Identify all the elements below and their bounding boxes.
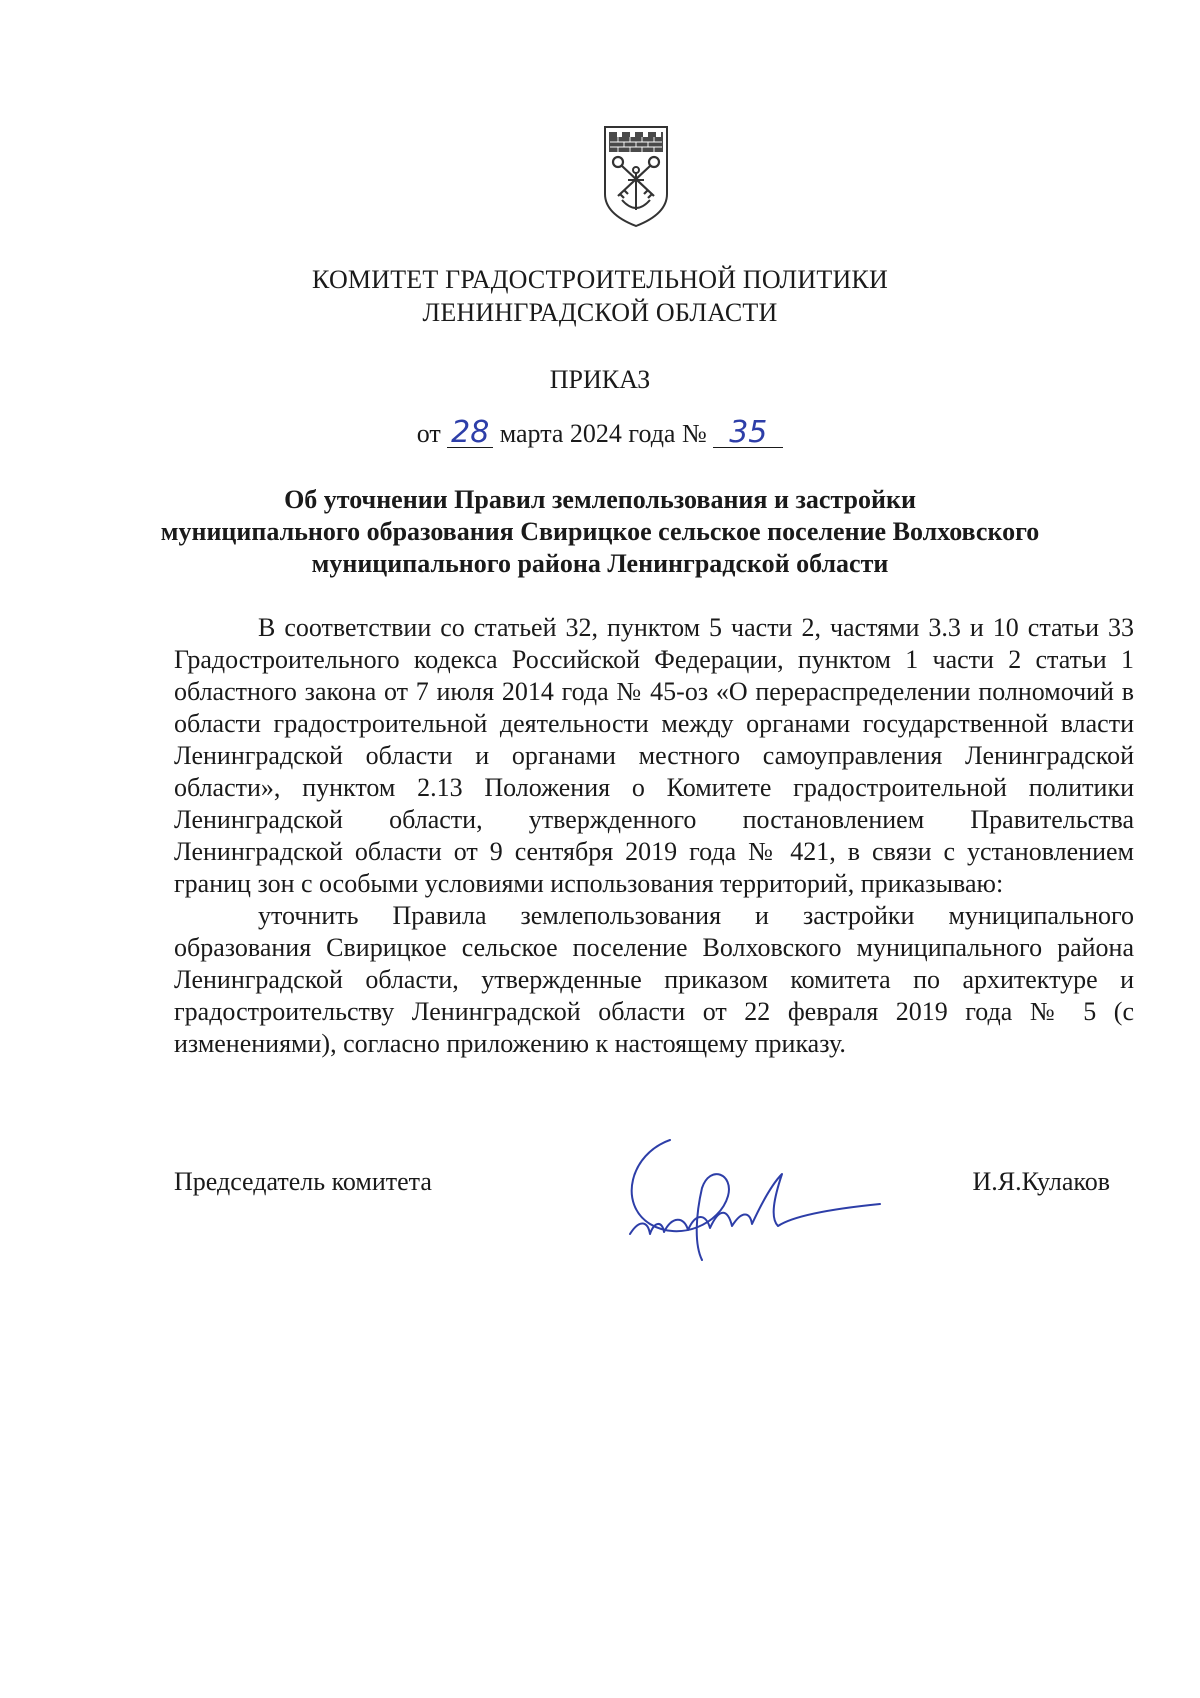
body-paragraph-2: уточнить Правила землепользования и застройки муниципального образования Свирицкое сельское поселение Волховского муниципального района Ленинградской области, утвержденные приказом комитета по архитектуре и градостроительству Ленинградской области от 22 февраля 2019 года № 5 (с изменениями), согласно приложению к настоящему приказу.: [174, 901, 1134, 1058]
handwritten-day: 28: [447, 419, 493, 448]
organization-name-line-1: КОМИТЕТ ГРАДОСТРОИТЕЛЬНОЙ ПОЛИТИКИ: [312, 265, 888, 294]
body-paragraph-1: В соответствии со статьей 32, пунктом 5 части 2, частями 3.3 и 10 статьи 33 Градостроительного кодекса Российской Федерации, пунктом 1 части 2 статьи 1 областного закона от 7 июля 2014 года № 45-оз «О перераспределении полномочий в области градостроительной деятельности между органами государственной власти Ленинградской области и органами местного самоуправления Ленинградской области», пунктом 2.13 Положения о Комитете градостроительной политики Ленинградской области, утвержденного постановлением Правительства Ленинградской области от 9 сентября 2019 года № 421, в связи с установлением границ зон с особыми условиями использования территорий, приказываю:: [174, 613, 1134, 898]
title-line-3: муниципального района Ленинградской области: [311, 549, 889, 578]
handwritten-signature: [610, 1114, 890, 1264]
order-date-line: [0, 415, 1200, 450]
document-title: [0, 484, 1200, 580]
organization-name-line-2: ЛЕНИНГРАДСКОЙ ОБЛАСТИ: [422, 298, 778, 327]
date-prefix: от: [416, 419, 441, 448]
document-type: ПРИКАЗ: [549, 365, 651, 394]
signatory-position: Председатель комитета: [174, 1167, 432, 1196]
coat-of-arms-icon: [602, 124, 670, 228]
date-month-year: марта 2024 года №: [499, 419, 707, 448]
document-body: [174, 612, 1134, 1060]
title-line-2: муниципального образования Свирицкое сельское поселение Волховского: [160, 517, 1040, 546]
signatory-name: И.Я.Кулаков: [972, 1167, 1110, 1196]
handwritten-order-number: 35: [713, 419, 783, 448]
title-line-1: Об уточнении Правил землепользования и застройки: [284, 485, 916, 514]
